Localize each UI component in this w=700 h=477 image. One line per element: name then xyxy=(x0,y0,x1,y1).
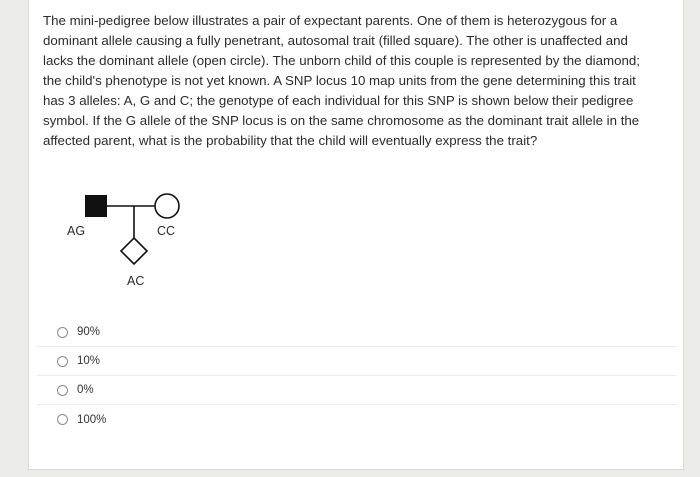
radio-button[interactable] xyxy=(57,414,68,425)
answer-label: 0% xyxy=(77,384,94,396)
mother-genotype: CC xyxy=(157,224,176,238)
radio-button[interactable] xyxy=(57,385,68,396)
radio-button[interactable] xyxy=(57,356,68,367)
pedigree-diagram xyxy=(55,180,195,290)
child-symbol xyxy=(121,238,147,264)
answer-option-4[interactable] xyxy=(37,405,677,434)
answer-option-2[interactable] xyxy=(37,347,677,376)
father-genotype: AG xyxy=(67,224,86,238)
question-card xyxy=(28,0,684,470)
answer-option-1[interactable] xyxy=(37,318,677,347)
answer-label: 10% xyxy=(77,355,101,367)
father-symbol xyxy=(85,195,107,217)
answer-label: 90% xyxy=(77,326,101,338)
question-text: The mini-pedigree below illustrates a pair of expectant parents. One of them is heterozygous for a dominant allele causing a fully penetrant, autosomal trait (filled square). The other is unaffected and lacks the dominant allele (open circle). The unborn child of this couple is represented by the diamond; the child's phenotype is not yet known. A SNP locus 10 map units from the gene determining this trait has 3 alleles: A, G and C; the genotype of each individual for this SNP is shown below their pedigree symbol. If the G allele of the SNP locus is on the same chromosome as the dominant trait allele in the affected parent, what is the probability that the child will eventually express the trait? xyxy=(43,13,640,148)
radio-button[interactable] xyxy=(57,327,68,338)
mother-symbol xyxy=(155,194,179,218)
answer-label: 100% xyxy=(77,413,107,426)
answer-options xyxy=(37,318,677,434)
child-genotype: AC xyxy=(127,274,145,288)
answer-option-3[interactable] xyxy=(37,376,677,405)
